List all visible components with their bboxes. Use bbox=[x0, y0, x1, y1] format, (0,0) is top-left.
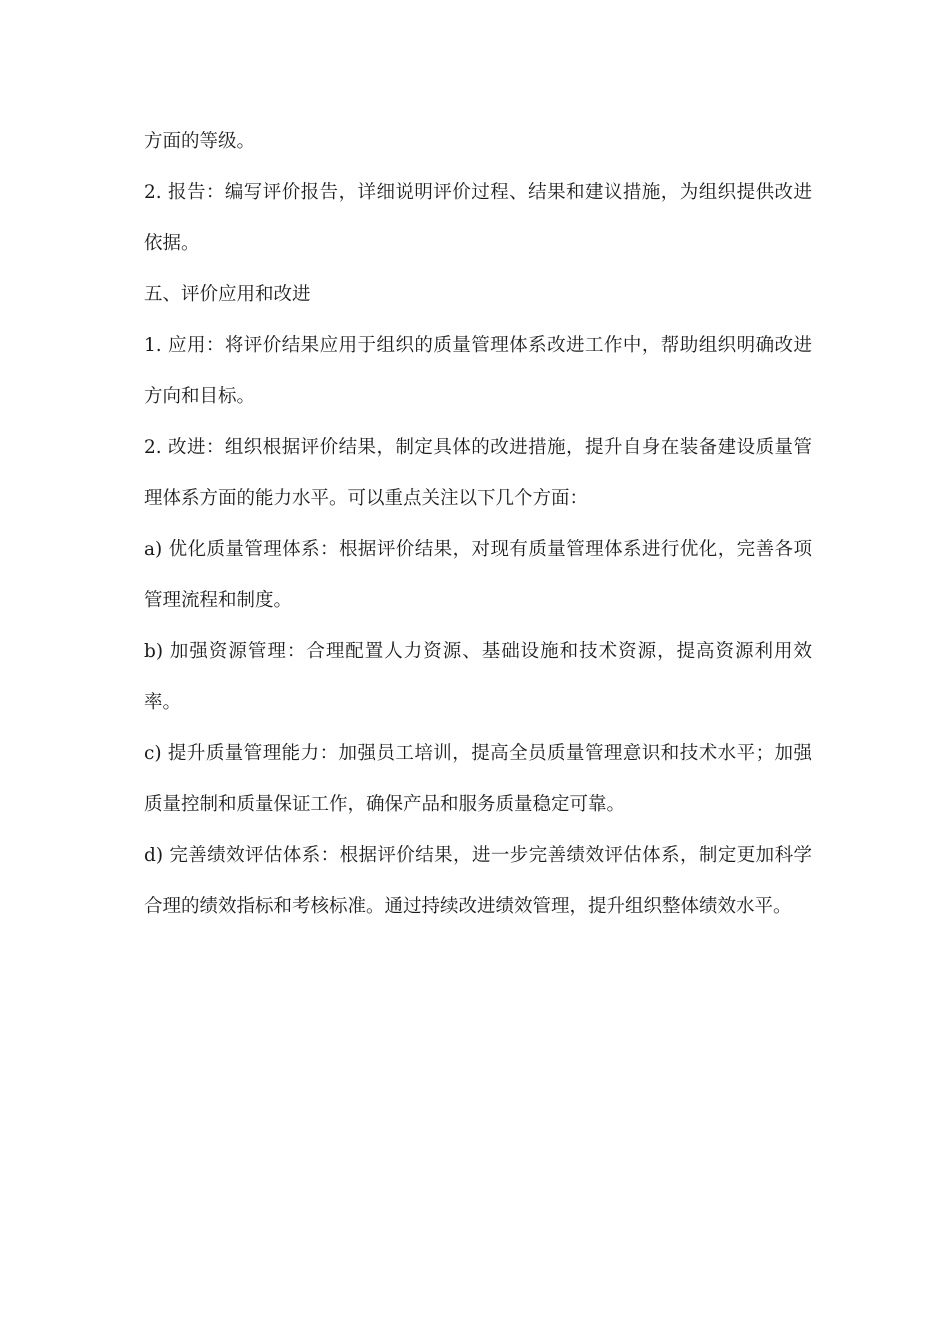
document-body bbox=[144, 116, 812, 932]
list-item-b: b) 加强资源管理：合理配置人力资源、基础设施和技术资源，提高资源利用效率。 bbox=[144, 641, 812, 713]
section-heading-application: 五、评价应用和改进 bbox=[144, 284, 311, 305]
list-item-d: d) 完善绩效评估体系：根据评价结果，进一步完善绩效评估体系，制定更加科学合理的绩效指标和考核标准。通过持续改进绩效管理，提升组织整体绩效水平。 bbox=[144, 845, 812, 917]
paragraph-continuation: 方面的等级。 bbox=[144, 131, 256, 152]
list-item-c: c) 提升质量管理能力：加强员工培训，提高全员质量管理意识和技术水平；加强质量控制和质量保证工作，确保产品和服务质量稳定可靠。 bbox=[144, 743, 812, 815]
paragraph-application: 1. 应用：将评价结果应用于组织的质量管理体系改进工作中，帮助组织明确改进方向和目标。 bbox=[144, 335, 812, 407]
paragraph-improvement: 2. 改进：组织根据评价结果，制定具体的改进措施，提升自身在装备建设质量管理体系方面的能力水平。可以重点关注以下几个方面： bbox=[144, 437, 812, 509]
paragraph-report: 2. 报告：编写评价报告，详细说明评价过程、结果和建议措施，为组织提供改进依据。 bbox=[144, 182, 812, 254]
list-item-a: a) 优化质量管理体系：根据评价结果，对现有质量管理体系进行优化，完善各项管理流程和制度。 bbox=[144, 539, 812, 611]
